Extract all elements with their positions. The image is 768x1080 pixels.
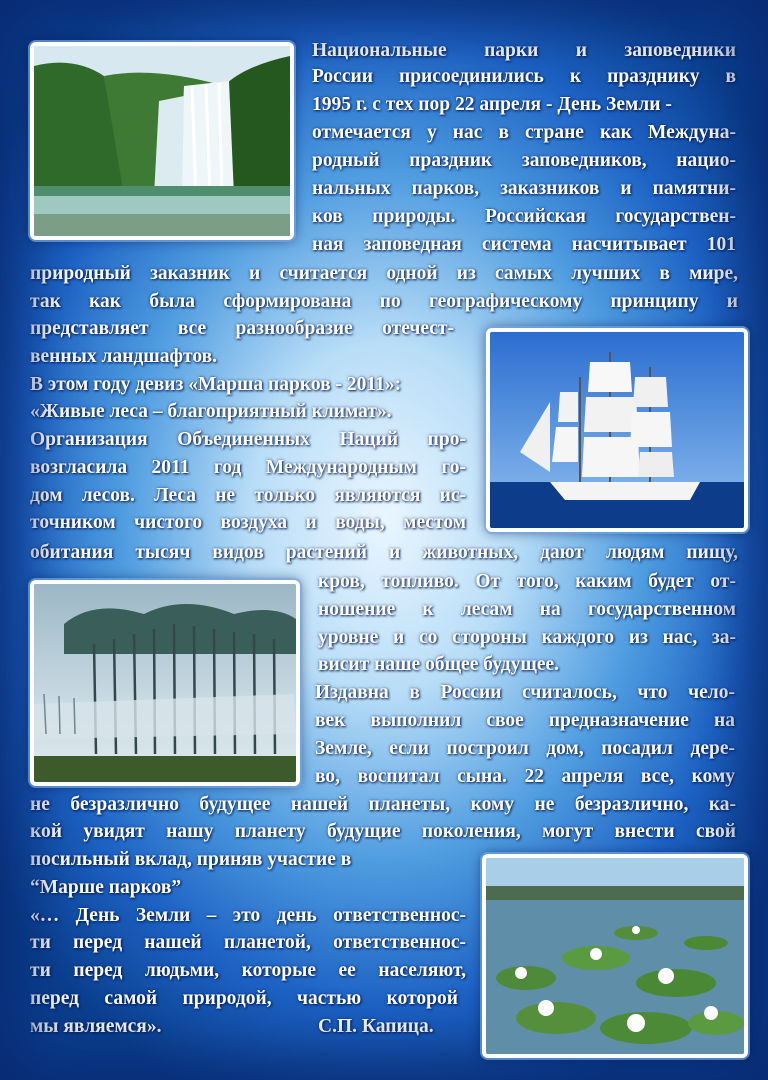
text-line: висит наше общее будущее.	[318, 654, 560, 675]
text-line: «Живые леса – благоприятный климат».	[30, 401, 392, 422]
text-line: России присоединились к празднику в	[312, 66, 736, 87]
text-line: представляет все разнообразие отечест-	[30, 318, 454, 339]
sailing-ship-photo	[486, 328, 748, 532]
text-line: век выполнил свое предназначение на	[315, 710, 735, 731]
text-line: родный праздник заповедников, нацио-	[312, 150, 736, 171]
text-line: В этом году девиз «Марша парков - 2011»:	[30, 374, 402, 395]
text-line: не безразлично будущее нашей планеты, кому не безразлично, ка-	[30, 794, 736, 815]
text-line: ти перед людьми, которые ее населяют,	[30, 960, 466, 981]
text-line: так как была сформирована по географическому принципу и	[30, 291, 738, 312]
text-line: во, воспитал сына. 22 апреля все, кому	[315, 766, 735, 787]
text-line: Организация Объединенных Наций про-	[30, 429, 466, 450]
quote-author: С.П. Капица.	[318, 1016, 434, 1037]
misty-forest-photo	[30, 580, 300, 786]
text-line: мы являемся».	[30, 1016, 162, 1037]
text-line: дом лесов. Леса не только являются ис-	[30, 485, 466, 506]
water-lilies-photo	[482, 854, 748, 1058]
text-line: кой увидят нашу планету будущие поколения, могут внести свой	[30, 821, 736, 842]
text-line: перед самой природой, частью которой	[30, 988, 458, 1009]
text-line: возгласила 2011 год Международным го-	[30, 457, 466, 478]
text-line: «… День Земли – это день ответственнос-	[30, 905, 466, 926]
text-line: природный заказник и считается одной из самых лучших в мире,	[30, 263, 738, 284]
text-line: ти перед нашей планетой, ответственнос-	[30, 932, 466, 953]
text-line: точником чистого воздуха и воды, местом	[30, 512, 466, 533]
waterfall-photo	[30, 42, 294, 240]
text-line: Национальные парки и заповедники	[312, 40, 736, 61]
text-line: Земле, если построил дом, посадил дере-	[315, 738, 735, 759]
text-line: 1995 г. с тех пор 22 апреля - День Земли -	[312, 94, 672, 115]
text-line: ная заповедная система насчитывает 101	[312, 234, 736, 255]
text-line: посильный вклад, приняв участие в	[30, 849, 352, 870]
text-line: ков природы. Российская государствен-	[312, 206, 736, 227]
text-line: “Марше парков”	[30, 877, 182, 898]
text-line: ношение к лесам на государственном	[318, 599, 736, 620]
text-line: отмечается у нас в стране как Междуна-	[312, 122, 736, 143]
text-line: уровне и со стороны каждого из нас, за-	[318, 627, 736, 648]
text-line: обитания тысяч видов растений и животных, дают людям пищу,	[30, 542, 738, 563]
text-line: венных ландшафтов.	[30, 346, 217, 367]
text-line: нальных парков, заказников и памятни-	[312, 178, 736, 199]
text-line: Издавна в России считалось, что чело-	[315, 682, 735, 703]
text-line: кров, топливо. От того, каким будет от-	[318, 571, 736, 592]
